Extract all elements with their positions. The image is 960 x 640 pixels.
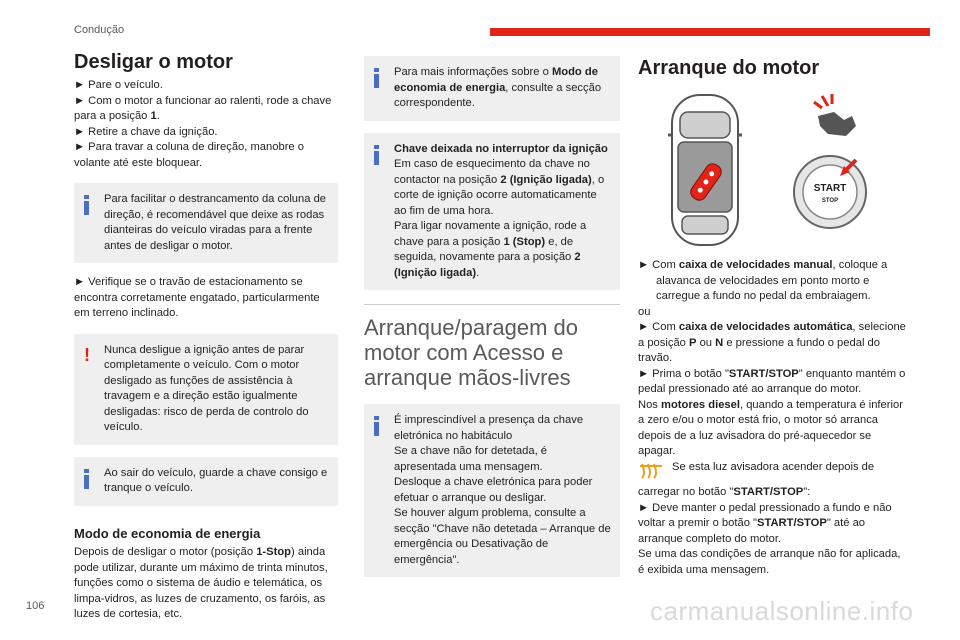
info-note-text: Para mais informações sobre o Modo de economia de energia, consulte a secção correspondente.	[394, 66, 602, 109]
info-note-steering	[74, 183, 338, 263]
info-note-text: Se houver algum problema, consulte a secção "Chave não detetada – Arranque de emergência ou Desativação de emergência".	[394, 507, 611, 566]
warning-note	[74, 334, 338, 445]
condition-message-text: Se uma das condições de arranque não for aplicada, é exibida uma mensagem.	[638, 548, 901, 576]
section-heading-keyless: Arranque/paragem do motor com Acesso e arranque mãos-livres	[364, 315, 579, 390]
page-number: 106	[26, 600, 45, 612]
info-note-title: Chave deixada no interruptor da ignição	[394, 142, 608, 155]
warning-icon: !	[84, 344, 90, 365]
info-note-text: Se a chave não for detetada, é apresentada uma mensagem.	[394, 445, 548, 473]
divider	[364, 304, 620, 305]
step-manual-gearbox: ► Com caixa de velocidades manual, coloque a alavanca de velocidades em ponto morto e carregue a fundo no pedal da embraiagem.	[638, 259, 888, 302]
svg-text:STOP: STOP	[821, 198, 839, 204]
info-note-text: Para ligar novamente a ignição, rode a chave para a posição 1 (Stop) e, de seguida, novamente para a posição 2 (Ignição ligada).	[394, 220, 587, 279]
info-note-text: Para facilitar o destrancamento da coluna de direção, é recomendável que deixe as rodas dianteiras do veículo viradas para a frente antes de desligar o motor.	[104, 193, 327, 252]
start-illustration	[638, 90, 908, 250]
info-note-text: É imprescindível a presença da chave eletrónica no habitáculo	[394, 414, 584, 442]
step-5: ► Verifique se o travão de estacionamento se encontra corretamente engatado, particularmente em terreno inclinado.	[74, 276, 320, 319]
info-note-key-left	[364, 133, 620, 291]
finger-press-icon	[814, 94, 856, 136]
info-icon	[84, 469, 89, 491]
step-auto-gearbox: ► Com caixa de velocidades automática, selecione a posição P ou N e pressione a fundo o pedal do travão.	[638, 321, 906, 364]
info-icon	[84, 195, 89, 217]
heading-desligar-motor: Desligar o motor	[74, 51, 233, 73]
info-icon	[374, 416, 379, 438]
car-key-diagram	[638, 90, 908, 250]
step-2: ► Com o motor a funcionar ao ralenti, rode a chave para a posição 1.	[74, 94, 332, 122]
info-note-key	[74, 457, 338, 506]
svg-text:START: START	[813, 183, 847, 194]
column-middle	[364, 50, 620, 589]
step-hold-pedal: ► Deve manter o pedal pressionado a fundo e não voltar a premir o botão "START/STOP" até ao arranque completo do motor.	[638, 501, 892, 545]
header-section-title: Condução	[74, 24, 125, 36]
subheading-eco-mode: Modo de economia de energia	[74, 525, 261, 541]
info-note-text: Em caso de esquecimento da chave no contactor na posição 2 (Ignição ligada), o corte de ignição ocorre automaticamente ao fim de uma hora.	[394, 158, 605, 217]
step-3: ► Retire a chave da ignição.	[74, 125, 218, 138]
info-note-keyless	[364, 404, 620, 577]
info-note-text: Desloque a chave eletrónica para poder efetuar o arranque ou desligar.	[394, 476, 593, 504]
preheat-warning-text: Se esta luz avisadora acender depois de carregar no botão "START/STOP":	[638, 460, 875, 498]
or-text: ou	[638, 305, 651, 318]
step-press-start: ► Prima o botão "START/STOP" enquanto mantém o pedal pressionado até ao arranque do motor.	[638, 367, 906, 395]
column-right	[638, 50, 908, 578]
step-1: ► Pare o veículo.	[74, 79, 163, 91]
info-note-text: Ao sair do veículo, guarde a chave consigo e tranque o veículo.	[104, 466, 328, 494]
info-icon	[374, 68, 379, 90]
diesel-text: Nos motores diesel, quando a temperatura é inferior a zero e/ou o motor está frio, o motor só arranca depois de a luz avisadora do pré-aquecedor se apagar.	[638, 398, 903, 457]
info-icon	[374, 145, 379, 167]
preheat-warning-light-icon	[638, 460, 666, 486]
warning-text: Nunca desligue a ignição antes de parar completamente o veículo. Com o motor desligado as funções de assistência à travagem e a direção estão igualmente desligadas: risco de perda de controlo do veículo.	[104, 343, 309, 433]
heading-arranque-motor: Arranque do motor	[638, 57, 820, 79]
info-note-eco	[364, 56, 620, 121]
header-accent-bar	[490, 28, 930, 36]
column-left	[74, 50, 338, 623]
watermark-url: carmanualsonline.info	[650, 596, 914, 626]
eco-mode-text: Depois de desligar o motor (posição 1-Stop) ainda pode utilizar, durante um máximo de trinta minutos, funções como o sistema de áudio e telemática, os limpa-vidros, as luzes de cruzamento, os faróis, as luzes de cortesia, etc.	[74, 546, 328, 620]
step-4: ► Para travar a coluna de direção, manobre o volante até este bloquear.	[74, 141, 304, 169]
start-stop-button-icon	[794, 156, 866, 228]
